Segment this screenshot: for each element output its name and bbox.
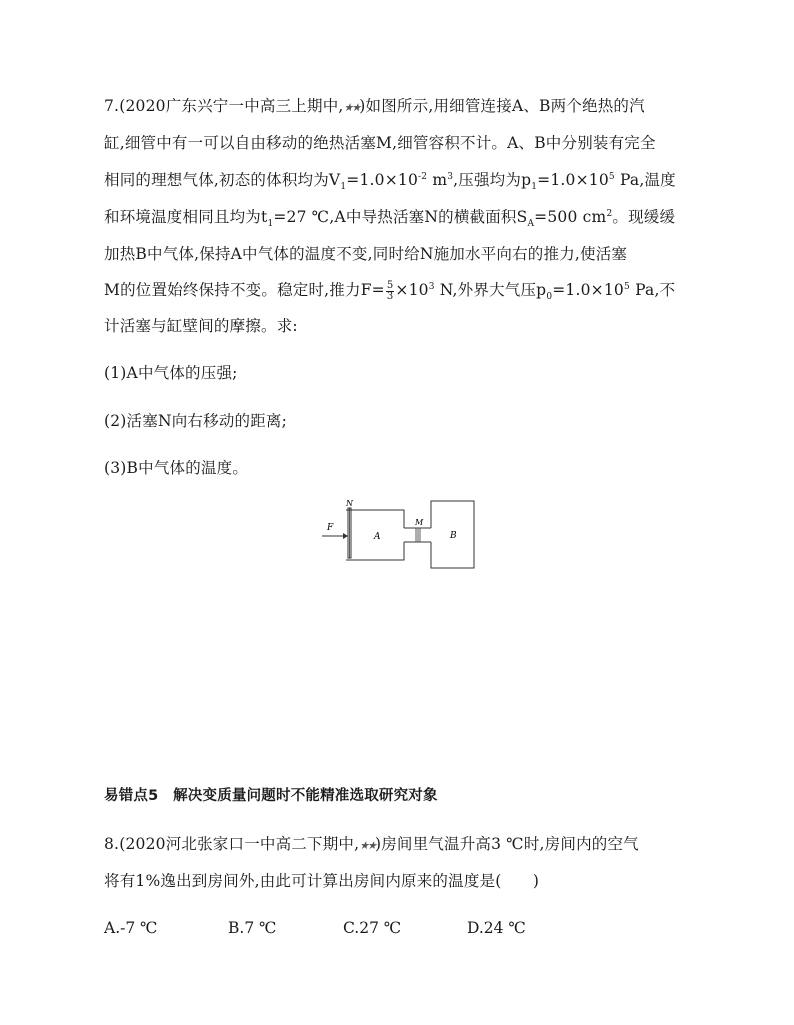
- q7-line-2: 缸,细管中有一可以自由移动的绝热活塞M,细管容积不计。A、B中分别装有完全: [104, 134, 656, 152]
- option-c[interactable]: C.27 ℃: [343, 919, 402, 937]
- difficulty-stars-icon: ★★: [343, 101, 360, 114]
- q7-sub-question-2: (2)活塞N向右移动的距离;: [104, 412, 288, 430]
- option-a[interactable]: A.-7 ℃: [104, 919, 158, 937]
- difficulty-stars-icon: ★★: [359, 839, 375, 852]
- option-b[interactable]: B.7 ℃: [228, 919, 277, 937]
- label-F: F: [327, 523, 334, 533]
- force-fraction: $\frac{5}{3}$: [386, 279, 394, 302]
- q8-number: 8.: [104, 835, 120, 853]
- q8-source: (2020河北张家口一中高二下期中,: [119, 835, 360, 853]
- q7-line-5: 加热B中气体,保持A中气体的温度不变,同时给N施加水平向右的推力,使活塞: [104, 245, 628, 263]
- label-N: N: [346, 499, 353, 508]
- q8-line-2: 将有1%逸出到房间外,由此可计算出房间内原来的温度是( ): [104, 872, 540, 890]
- cylinder-diagram: [316, 496, 482, 576]
- q7-line-4: 和环境温度相同且均为$t_1=27$ ℃,A中导热活塞N的横截面积$S_A=500$ $cm^2$。现缓缓: [104, 208, 676, 230]
- q7-sub-question-3: (3)B中气体的温度。: [104, 459, 249, 477]
- q7-number: 7.: [104, 97, 120, 115]
- label-B: B: [450, 531, 457, 541]
- q7-sub-question-1: (1)A中气体的压强;: [104, 364, 238, 382]
- q7-line-1: 7.(2020广东兴宁一中高三上期中,★★)如图所示,用细管连接A、B两个绝热的汽: [104, 97, 645, 115]
- q7-line-3: 相同的理想气体,初态的体积均为$V_1=1.0\times 10^{-2}$ $m^3$,压强均为$p_1=1.0\times 10^5$ Pa,温度: [104, 171, 676, 193]
- q8-line-1: 8.(2020河北张家口一中高二下期中,★★)房间里气温升高3 ℃时,房间内的空气: [104, 835, 639, 853]
- q7-source: (2020广东兴宁一中高三上期中,: [119, 97, 344, 115]
- q7-line-7: 计活塞与缸壁间的摩擦。求:: [104, 317, 298, 335]
- option-d[interactable]: D.24 ℃: [467, 919, 526, 937]
- label-A: A: [374, 532, 381, 542]
- section-heading: 易错点5 解决变质量问题时不能精准选取研究对象: [104, 788, 438, 804]
- q7-line-6: M的位置始终保持不变。稳定时,推力F= $\frac{5}{3}$ $\times 10^3$ N,外界大气压$p_0=1.0\times 10^5$ Pa,不: [104, 279, 676, 303]
- cylinder-A-wall: [346, 510, 404, 528]
- label-M: M: [415, 518, 424, 527]
